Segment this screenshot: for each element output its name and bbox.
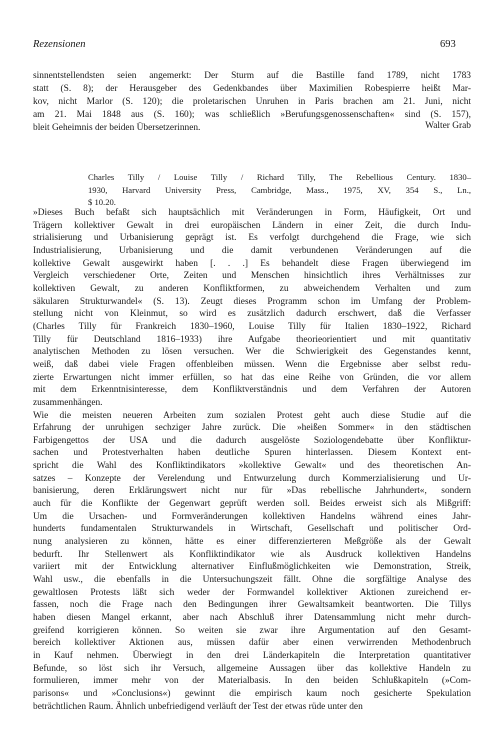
text-line: Befunde, so löst sich ihr Versuch, allgemeine Aussagen über das kollektive Handeln zu (33, 663, 471, 674)
bib-line: Charles Tilly / Louise Tilly / Richard Tilly, The Rebellious Century. 1830– (88, 172, 471, 182)
text-line: banisierung, deren Erklärungswert nicht nur für »Das rebellische Jahrhundert«, sondern (33, 486, 471, 497)
text-line: Vergleich verschiedener Orte, Zeiten und Menschen hinsichtlich ihres Verhältnisses zur (33, 271, 471, 282)
text-line: auch für die Konflikte der Gegenwart geprüft werden soll. Beides erweist sich als Mißgriff: (33, 499, 471, 510)
text-line: »Dieses Buch befaßt sich hauptsächlich mit Veränderungen in Form, Häufigkeit, Ort und (33, 208, 471, 218)
text-line: Industrialisierung, Urbanisierung und die damit verbundenen Veränderungen auf die (33, 245, 471, 256)
text-line: weiß, daß dabei viele Fragen offenbleiben müssen. Wenn die Ergebnisse aber selbst redu- (33, 359, 471, 370)
text-line: satzes – Konzepte der Verelendung und Entwurzelung durch Kommerzialisierung und Ur- (33, 473, 471, 484)
text-line: Tilly für Deutschland 1816–1933) ihre Aufgabe theorieorientiert und mit quantitativ (33, 334, 471, 345)
text-line: Wie die meisten neueren Arbeiten zum sozialen Protest geht auch diese Studie auf die (33, 410, 471, 421)
text-line: bedurft. Ihr Stellenwert als Konfliktindikator wie als Ausdruck kollektiven Handelns (33, 549, 471, 560)
text-line: am 21. Mai 1848 aus (S. 160); was schließlich »Berufungsgenossenschaften« sind (S. 157), (33, 110, 471, 121)
text-line: (Charles Tilly für Frankreich 1830–1960, Louise Tilly für Italien 1830–1922, Richard (33, 321, 471, 332)
text-line: in Kauf nehmen. Überwiegt in den drei Länderkapiteln die Interpretation quantitativer (33, 650, 471, 661)
text-line: Erfahrung der unruhigen sechziger Jahre zurück. Die »heißen Sommer« in den städtischen (33, 423, 471, 434)
review-2-bibliography (88, 171, 471, 209)
text-line: zierte Erwartungen nicht immer erfüllen, so hat das eine Reihe von Gründen, die vor allem (33, 372, 471, 383)
text-line: Farbigengettos der USA und die dadurch ausgelöste Soziologendebatte über Konfliktur- (33, 435, 471, 446)
text-line: hunderts fundamentalen Strukturwandels in Wirtschaft, Gesellschaft und politischer Ord- (33, 524, 471, 535)
text-line: zusammenhängen. (33, 397, 103, 408)
text-line: mit dem Erkenntnisinteresse, dem Konfliktverständnis und dem Verfahren der Autoren (33, 385, 471, 396)
page-number: 693 (440, 39, 456, 50)
text-line: Wahl usw., die ebenfalls in die Untersuchungszeit fällt. Ohne die sorgfältige Analyse des (33, 575, 471, 586)
text-line: stellung nicht von Kleinmut, so wird es zusätzlich dadurch erschwert, daß die Verfasser (33, 309, 471, 320)
text-line: parisons« und »Conclusions«) gewinnt die empirisch kaum noch gesicherte Spekulation (33, 688, 471, 699)
text-line: strialisierung und Urbanisierung geprägt ist. Es verfolgt durchgehend die Frage, wie sich (33, 233, 471, 244)
text-line: bereich kollektiver Aktionen aus, müssen dafür aber einen verwirrenden Methodenbruch (33, 638, 471, 649)
text-line: säkularen Strukturwandel« (S. 13). Zeugt dieses Programm schon im Umfang der Problem- (33, 296, 471, 307)
text-line: Trägern kollektiver Gewalt in drei europäischen Ländern in einer Zeit, die durch Indu- (33, 220, 471, 231)
text-line: formulieren, immer mehr von der Materialbasis. In den beiden Schlußkapiteln (»Com- (33, 676, 471, 687)
text-line: sinnentstellendsten seien angemerkt: Der Sturm auf die Bastille fand 1789, nicht 1783 (33, 71, 471, 81)
text-line: haben diesen Mangel erkannt, aber nach Abschluß ihrer Datensammlung nicht mehr durch- (33, 613, 471, 623)
text-line: kollektiven Gewalt, zu anderen Konfliktformen, zu abweichendem Verhalten und zum (33, 283, 471, 294)
review-1-text (33, 70, 471, 135)
text-line: sachen und Protestverhalten haben deutliche Spuren hinterlassen. Diesem Kontext ent- (33, 448, 471, 459)
text-line: Um die Ursachen- und Formveränderungen kollektiven Handelns während eines Jahr- (33, 511, 471, 522)
text-line: kollektive Gewalt ausgewirkt haben [. . .] Es behandelt diese Fragen überwiegend im (33, 258, 471, 269)
bib-line: $ 10.20. (88, 197, 116, 207)
text-line: kov, nicht Marlor (S. 120); die proletarischen Unruhen in Paris brachen am 21. Juni, nicht (33, 97, 471, 108)
review-2-text (33, 207, 471, 713)
text-line: beträchtlichen Raum. Ähnlich unbefriedigend verläuft der Test der etwas rüde unter den (33, 701, 363, 712)
text-line: nung analysieren zu können, hätte es einer differenzierteren Meßgröße als der Gewalt (33, 537, 471, 548)
text-line: spricht die Wahl des Konfliktindikators »kollektive Gewalt« und des theoretischen An- (33, 461, 471, 472)
text-line: statt (S. 8); der Herausgeber des Gedenkbandes über Maximilien Robespierre heißt Mar- (33, 84, 471, 95)
text-line: fassen, noch die Frage nach den Bedingungen ihrer Gewaltsamkeit beantworten. Die Tillys (33, 600, 471, 611)
bib-line: 1930, Harvard University Press, Cambridge, Mass., 1975, XV, 354 S., Ln., (88, 184, 471, 195)
text-line: bleit Geheimnis der beiden Übersetzerinnen. (33, 123, 201, 134)
review-1-author: Walter Grab (425, 121, 471, 131)
text-line: gewaltlosen Protests läßt sich weder der Formwandel kollektiver Aktionen zureichend er- (33, 587, 471, 598)
running-header-section: Rezensionen (33, 39, 86, 50)
text-line: greifend korrigieren können. So weiten sie zwar ihre Argumentation auf den Gesamt- (33, 625, 471, 636)
text-line: variiert mit der Entwicklung alternativer Einflußmöglichkeiten wie Demonstration, Streik, (33, 562, 471, 573)
text-line: analytischen Methoden zu lösen versuchen. Wer die Schwierigkeit des Gegenstandes kennt, (33, 347, 471, 358)
